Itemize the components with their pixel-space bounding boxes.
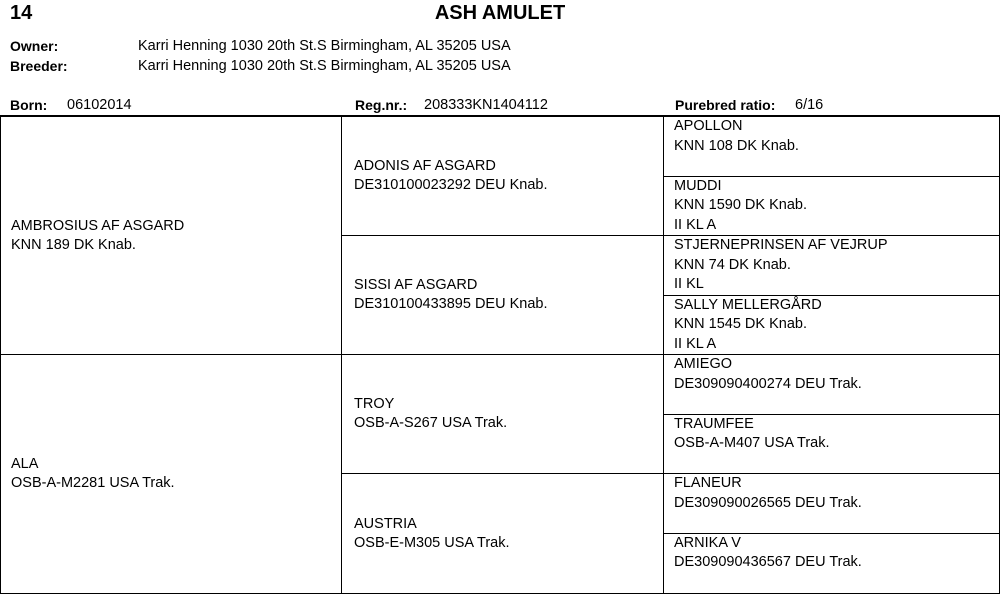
ancestor-sdd-cell	[664, 296, 999, 356]
dam-dam-cell	[342, 474, 664, 593]
ancestor-sds-class: II KL	[674, 276, 704, 292]
dam-sire-reg: OSB-A-S267 USA Trak.	[354, 415, 508, 431]
regnr-value: 208333KN1404112	[424, 97, 548, 113]
ancestor-ssd-reg: KNN 1590 DK Knab.	[674, 197, 807, 213]
dam-cell	[1, 355, 342, 593]
ancestor-dss-reg: DE309090400274 DEU Trak.	[674, 375, 862, 392]
sire-dam-cell	[342, 236, 664, 355]
sire-sire-cell	[342, 117, 664, 236]
dam-dam-name: AUSTRIA	[354, 515, 417, 532]
sire-dam-reg: DE310100433895 DEU Knab.	[354, 296, 548, 312]
ancestor-ddd-cell	[664, 534, 999, 594]
breeder-value: Karri Henning 1030 20th St.S Birmingham, AL 35205 USA	[138, 58, 511, 74]
born-label: Born:	[10, 97, 48, 113]
dam-sire-name: TROY	[354, 396, 395, 412]
ancestor-ddd-reg: DE309090436567 DEU Trak.	[674, 554, 862, 570]
sire-sire-name: ADONIS AF ASGARD	[354, 158, 496, 174]
ancestor-sss-name: APOLLON	[674, 118, 743, 134]
sire-reg: KNN 189 DK Knab.	[11, 236, 136, 253]
dam-name: ALA	[11, 456, 39, 472]
dam-sire-cell	[342, 355, 664, 474]
sire-dam-name: SISSI AF ASGARD	[354, 277, 478, 293]
catalog-number: 14	[10, 2, 33, 24]
purebred-value: 6/16	[795, 97, 824, 113]
dam-reg: OSB-A-M2281 USA Trak.	[11, 475, 175, 491]
ancestor-ssd-cell	[664, 177, 999, 237]
ancestor-dds-cell	[664, 474, 999, 534]
ancestor-ssd-name: MUDDI	[674, 177, 722, 194]
sire-cell	[1, 117, 342, 355]
regnr-label: Reg.nr.:	[355, 97, 408, 113]
ancestor-ddd-name: ARNIKA V	[674, 534, 741, 551]
breeder-label: Breeder:	[10, 58, 68, 74]
ancestor-dss-name: AMIEGO	[674, 356, 733, 372]
dam-dam-reg: OSB-E-M305 USA Trak.	[354, 534, 510, 551]
ancestor-dsd-cell	[664, 415, 999, 475]
ancestor-ssd-class: II KL A	[674, 216, 717, 233]
pedigree-table	[0, 117, 1000, 594]
ancestor-dds-name: FLANEUR	[674, 475, 742, 491]
owner-value: Karri Henning 1030 20th St.S Birmingham, AL 35205 USA	[138, 38, 511, 54]
ancestor-sds-reg: KNN 74 DK Knab.	[674, 256, 791, 273]
ancestor-dss-cell	[664, 355, 999, 415]
ancestor-sdd-name: SALLY MELLERGÅRD	[674, 296, 822, 313]
ancestor-dds-reg: DE309090026565 DEU Trak.	[674, 494, 862, 511]
owner-label: Owner:	[10, 38, 59, 54]
born-value: 06102014	[67, 97, 132, 113]
sire-sire-reg: DE310100023292 DEU Knab.	[354, 177, 548, 193]
ancestor-sss-reg: KNN 108 DK Knab.	[674, 137, 799, 154]
horse-name-title: ASH AMULET	[434, 2, 566, 24]
ancestor-sss-cell	[664, 117, 999, 177]
purebred-label: Purebred ratio:	[675, 97, 776, 113]
ancestor-sds-cell	[664, 236, 999, 296]
ancestor-dsd-reg: OSB-A-M407 USA Trak.	[674, 435, 830, 451]
ancestor-sdd-reg: KNN 1545 DK Knab.	[674, 316, 807, 332]
ancestor-sdd-class: II KL A	[674, 335, 717, 352]
sire-name: AMBROSIUS AF ASGARD	[11, 217, 185, 234]
ancestor-dsd-name: TRAUMFEE	[674, 415, 754, 432]
ancestor-sds-name: STJERNEPRINSEN AF VEJRUP	[674, 237, 888, 253]
